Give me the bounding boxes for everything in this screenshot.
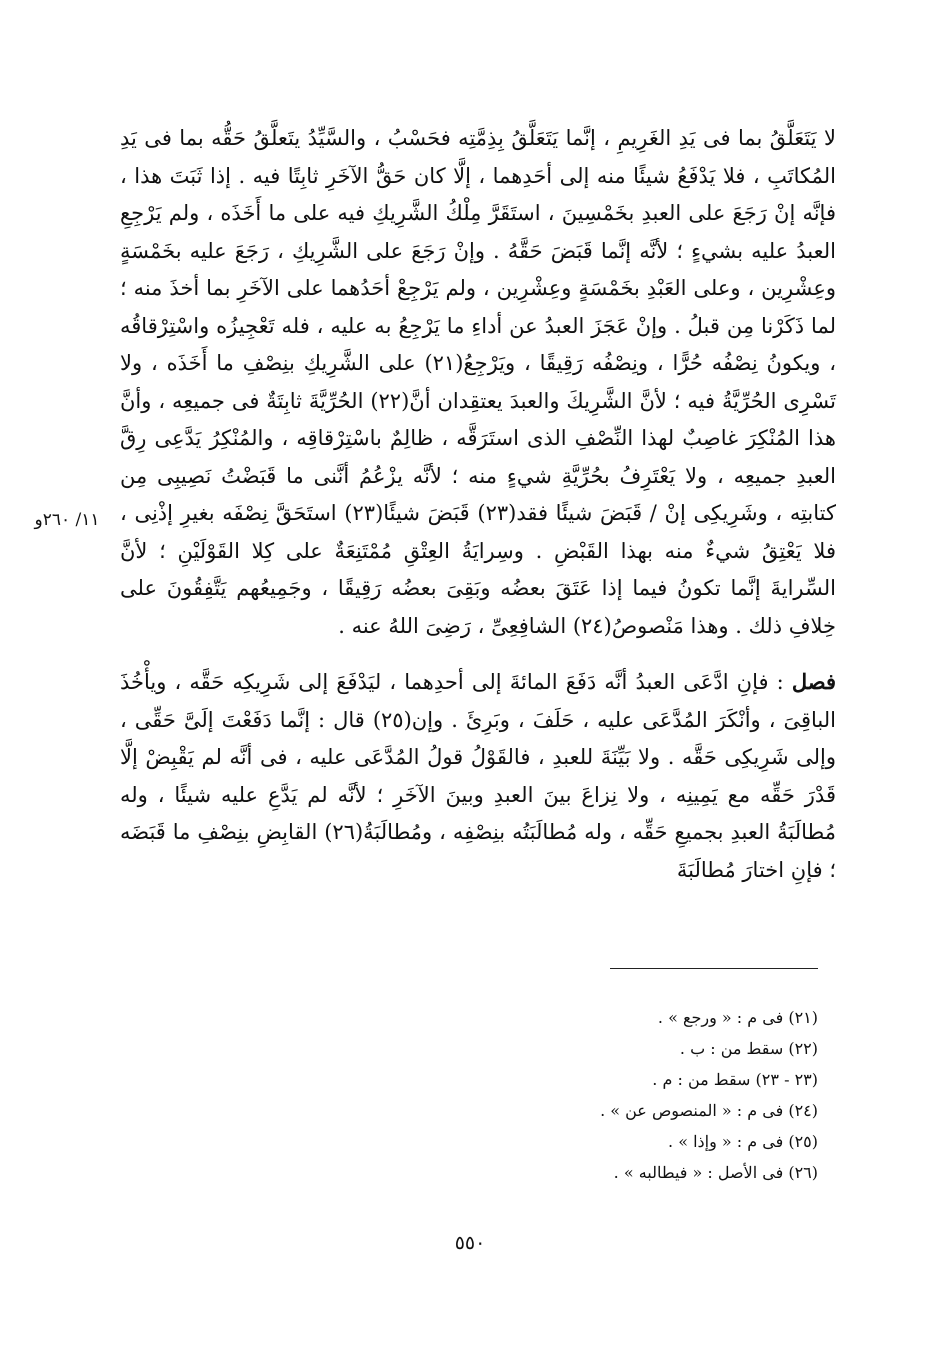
paragraph-1: لا يَتَعَلَّقُ بما فى يَدِ الغَرِيمِ ، إنَّما يَتَعَلَّقُ بِذِمَّتِه فحَسْبُ ، والسَّيِّدُ يتَعلَّقُ حَقُّه بما فى يَدِ المُكاتَبِ ، فلا يَدْفَعُ شيئًا منه إلى أحَدِهما ، إلَّا كان حَقُّ الآخَرِ ثابِتًا فيه . إذا ثَبَتَ هذا ، فإنَّه إنْ رَجَعَ على العبدِ بخَمْسِينَ ، استَقَرَّ مِلْكُ الشَّرِيكِ فيه على ما أَخَذَه ، ولم يَرْجِعِ العبدُ عليه بشيءٍ ؛ لأنَّه إنَّما قَبَضَ حَقَّهُ . وإنْ رَجَعَ على الشَّرِيكِ ، رَجَعَ عليه بخَمْسَةٍ وعِشْرِين ، وعلى العَبْدِ بخَمْسَةٍ وعِشْرِين ، ولم يَرْجِعْ أحَدُهما على الآخَرِ بما أخذَ منه ؛ لما ذَكَرْنا مِن قبلُ . وإنْ عَجَزَ العبدُ عن أداءِ ما يَرْجِعُ به عليه ، فله تَعْجِيزُه واسْتِرْقاقُه ، ويكونُ نِصْفُه حُرًّا ، ونِصْفُه رَقِيقًا ، ويَرْجِعُ(٢١) على الشَّرِيكِ بنِصْفِ ما أَخَذَه ، ولا تَسْرِى الحُرِّيَّةُ فيه ؛ لأنَّ الشَّرِيكَ والعبدَ يعتقِدان أنَّ(٢٢) الحُرِّيَّةَ ثابِتَةٌ فى جميعِه ، وأنَّ هذا المُنْكِرَ غاصِبٌ لهذا النِّصْفِ الذى استَرَقَّه ، ظالِمٌ باسْتِرْقاقِه ، والمُنْكِرُ يَدَّعِى رِقَّ العبدِ جميعِه ، ولا يَعْتَرِفُ بحُرِّيَّةِ شيءٍ منه ؛ لأنَّه يزْعُمُ أنَّنى ما قَبَضْتُ نَصِيبِى مِن كتابتِه ، وشَرِيكِى إنْ / قَبَضَ شيئًا فقد(٢٣) قَبَضَ شيئًا(٢٣) استَحَقَّ نِصْفَه بغيرِ إذْنِى ، فلا يَعْتِقُ شيءٌ منه بهذا القَبْضِ . وسِرايَةُ العِتْقِ مُمْتَنِعَةٌ على كِلا القَوْلَيْنِ ؛ لأنَّ السِّرايةَ إنَّما تكونُ فيما إذا عَتَقَ بعضُه وبَقِىَ بعضُه رَقِيقًا ، وجَمِيعُهم يَتَّفِقُونَ على خِلافِ ذلك . وهذا مَنْصوصُ(٢٤) الشافِعِىِّ ، رَضِىَ اللهُ عنه . (120, 126, 836, 638)
footnote-25: (٢٥) فى م : « وإذا » . (668, 1132, 818, 1151)
footnotes-list (318, 1002, 818, 1188)
main-text (120, 120, 836, 889)
footnote-26: (٢٦) فى الأصل : « فيطالبه » . (613, 1163, 818, 1182)
paragraph-2 (120, 663, 836, 889)
paragraph-2-text: : فإنِ ادَّعَى العبدُ أنَّه دَفَعَ المائةَ إلى أحدِهما ، ليَدْفَعَ إلى شَرِيكِه حَقَّه ، ويأْخُذَ الباقِىَ ، وأنْكَرَ المُدَّعَى عليه ، حَلَفَ ، وبَرِئَ . وإن(٢٥) قال : إنَّما دَفَعْتَ إلَىَّ حَقِّى ، وإلى شَرِيكِى حَقَّه . ولا بَيِّنَةَ للعبدِ ، فالقَوْلُ قولُ المُدَّعَى عليه ، فى أنَّه لم يَقْبِضْ إلَّا قَدْرَ حَقِّه مع يَمِينِه ، ولا نِزاعَ بينَ العبدِ وبينَ الآخَرِ ؛ لأنَّه لم يَدَّعِ عليه شيئًا ، وله مُطالَبَةُ العبدِ بجميعِ حَقِّه ، وله مُطالَبَتُه بنِصْفِه ، ومُطالَبَةُ(٢٦) القابِضِ بنِصْفِ ما قَبَضَه ؛ فإنِ اختارَ مُطالَبَةَ (120, 670, 837, 882)
footnote-22: (٢٢) سقط من : ب . (679, 1039, 818, 1058)
page-number: ٥٥٠ (454, 1232, 486, 1254)
margin-manuscript-reference: ١١/ ٢٦٠و (34, 510, 100, 530)
footnote-24: (٢٤) فى م : « المنصوص عن » . (600, 1101, 818, 1120)
footnote-divider (610, 968, 818, 969)
footnote-23: (٢٣ - ٢٣) سقط من : م . (652, 1070, 818, 1089)
section-heading-fasl: فصل (791, 669, 836, 694)
footnote-21: (٢١) فى م : « ورجع » . (657, 1008, 818, 1027)
